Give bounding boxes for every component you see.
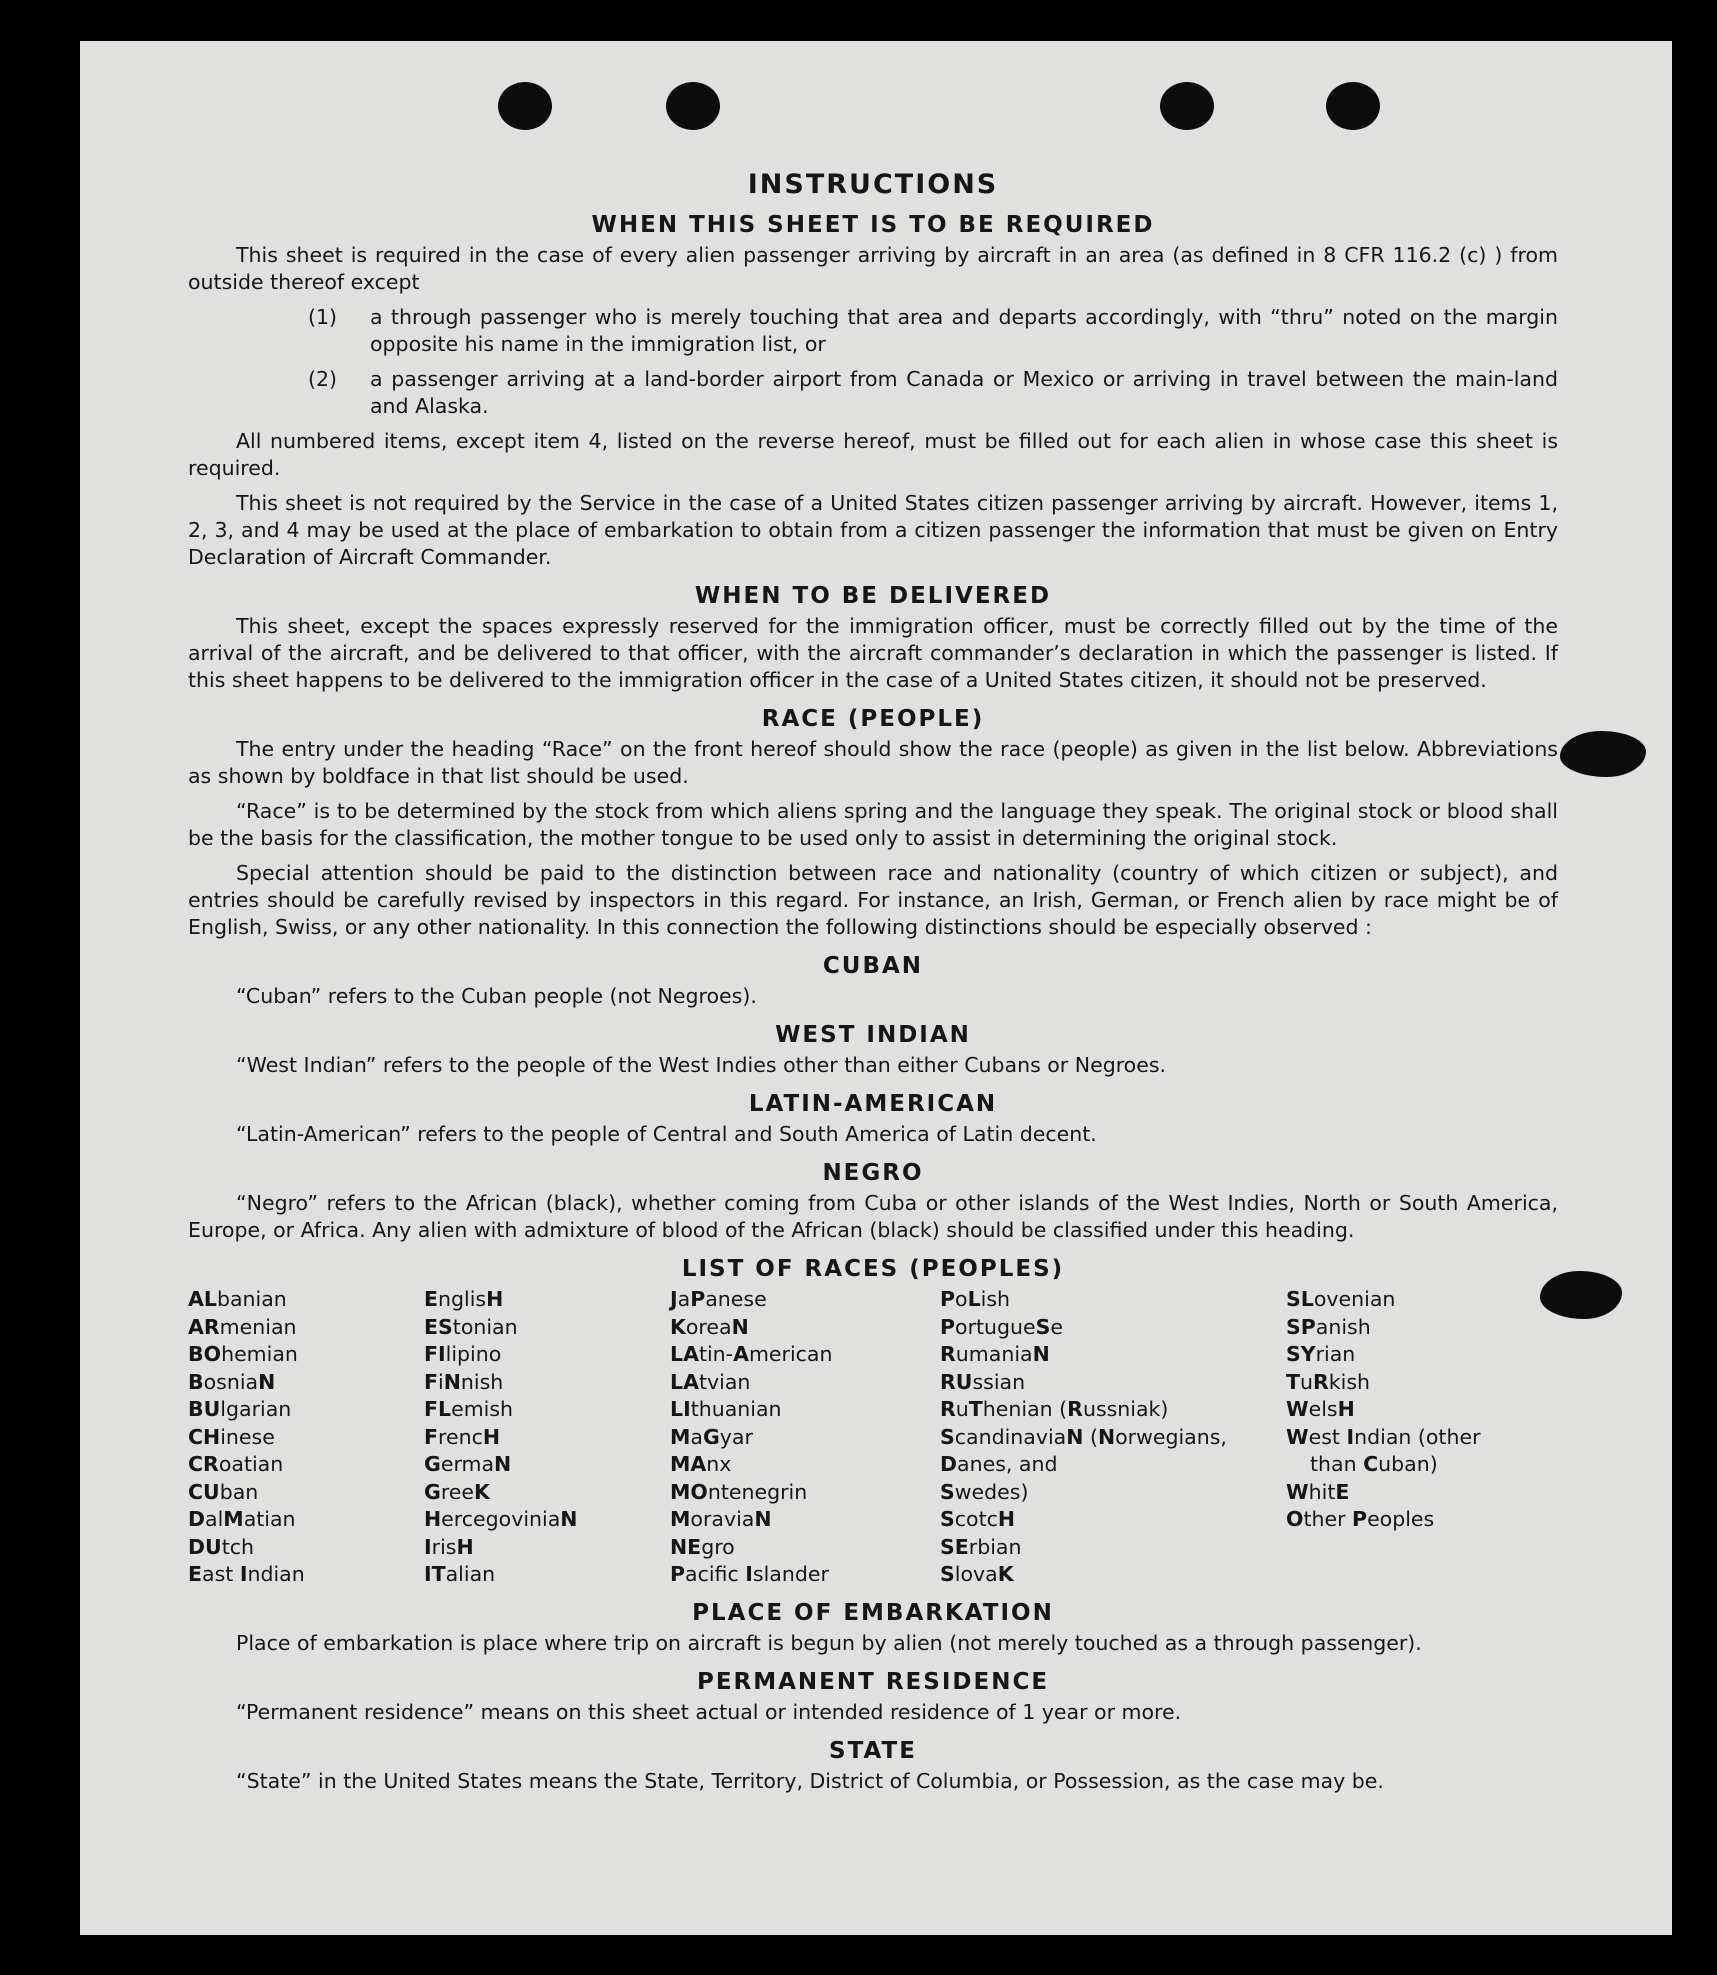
- item-text: a through passenger who is merely touching that area and departs accordingly, with “thru” noted on the margin opposite his name in the immigration list, or: [370, 305, 1558, 356]
- race-entry: FrencH: [424, 1424, 501, 1449]
- race-para-1: The entry under the heading “Race” on the front hereof should show the race (people) as given in the list below. Abbreviations as shown by boldface in that list should be used.: [188, 737, 1558, 788]
- races-column-2: [424, 1286, 577, 1589]
- exception-item-2: [188, 366, 1558, 420]
- item-number: (1): [308, 305, 338, 329]
- races-list: [188, 1286, 1558, 1588]
- race-entry: BOhemian: [188, 1342, 298, 1366]
- race-entry: WelsH: [1286, 1397, 1355, 1421]
- race-entry: IrisH: [424, 1534, 474, 1559]
- race-entry: SLovenian: [1286, 1287, 1396, 1311]
- race-entry: MAnx: [670, 1452, 732, 1476]
- race-entry: WhitE: [1286, 1479, 1350, 1504]
- race-entry: Danes, and: [940, 1452, 1058, 1476]
- race-entry: DalMatian: [188, 1507, 296, 1531]
- punch-hole: [1160, 82, 1214, 130]
- exception-item-1: [188, 304, 1558, 358]
- race-entry: LAtvian: [670, 1369, 751, 1394]
- race-entry: BosniaN: [188, 1369, 276, 1394]
- heading-state: STATE: [829, 1738, 917, 1764]
- heading-west-indian: WEST INDIAN: [775, 1022, 971, 1048]
- race-entry: KoreaN: [670, 1314, 749, 1339]
- race-entry: FiNnish: [424, 1369, 504, 1394]
- races-column-3: [670, 1286, 833, 1589]
- cuban-text: “Cuban” refers to the Cuban people (not Negroes).: [236, 984, 757, 1008]
- embarkation-text: Place of embarkation is place where trip on aircraft is begun by alien (not merely touched as a through passenger).: [236, 1631, 1422, 1655]
- race-entry: than Cuban): [1310, 1452, 1438, 1476]
- race-entry: ITalian: [424, 1562, 496, 1586]
- negro-text: “Negro” refers to the African (black), whether coming from Cuba or other islands of the West Indies, North or South America, Europe, or Africa. Any alien with admixture of blood of the African (black) should be classified under this heading.: [188, 1191, 1558, 1242]
- races-column-1: [188, 1286, 305, 1589]
- race-entry: PoLish: [940, 1287, 1011, 1311]
- race-entry: PortugueSe: [940, 1314, 1064, 1339]
- race-para-3: Special attention should be paid to the distinction between race and nationality (country of which citizen or subject), and entries should be carefully revised by inspectors in this regard. For instance, an Irish, German, or French alien by race might be of English, Swiss, or any other nationality. In this connection the following distinctions should be especially observed :: [188, 861, 1558, 939]
- race-entry: LAtin-American: [670, 1342, 833, 1366]
- race-entry: LIthuanian: [670, 1397, 782, 1421]
- race-entry: SlovaK: [940, 1562, 1014, 1586]
- punch-hole: [1326, 82, 1380, 130]
- heading-latin-american: LATIN-AMERICAN: [748, 1091, 998, 1117]
- race-entry: NEgro: [670, 1534, 735, 1559]
- race-entry: GermaN: [424, 1452, 512, 1476]
- race-entry: MoraviaN: [670, 1507, 772, 1531]
- ink-blot: [1560, 731, 1646, 777]
- document-sheet: [80, 41, 1672, 1935]
- race-entry: EnglisH: [424, 1287, 504, 1311]
- race-entry: CRoatian: [188, 1452, 284, 1476]
- state-text: “State” in the United States means the State, Territory, District of Columbia, or Possession, as the case may be.: [236, 1769, 1384, 1793]
- race-entry: DUtch: [188, 1534, 254, 1559]
- race-entry: East Indian: [188, 1562, 305, 1586]
- required-para-3: This sheet is not required by the Service in the case of a United States citizen passenger arriving by aircraft. However, items 1, 2, 3, and 4 may be used at the place of embarkation to obtain from a citizen passenger the information that must be given on Entry Declaration of Aircraft Commander.: [188, 491, 1558, 569]
- race-entry: FLemish: [424, 1397, 514, 1421]
- race-entry: Other Peoples: [1286, 1507, 1435, 1531]
- race-entry: ARmenian: [188, 1314, 297, 1339]
- race-entry: RuThenian (Russniak): [940, 1397, 1169, 1421]
- race-entry: Pacific Islander: [670, 1562, 829, 1586]
- heading-delivered: WHEN TO BE DELIVERED: [694, 583, 1052, 609]
- race-entry: EStonian: [424, 1314, 518, 1339]
- race-entry: MOntenegrin: [670, 1479, 808, 1504]
- heading-cuban: CUBAN: [822, 953, 924, 979]
- race-entry: ALbanian: [188, 1287, 287, 1311]
- race-entry: ScotcH: [940, 1507, 1016, 1531]
- race-entry: SYrian: [1286, 1342, 1356, 1366]
- race-entry: SPanish: [1286, 1314, 1371, 1339]
- heading-required: WHEN THIS SHEET IS TO BE REQUIRED: [591, 212, 1155, 238]
- heading-embarkation: PLACE OF EMBARKATION: [692, 1600, 1054, 1626]
- race-entry: SErbian: [940, 1534, 1022, 1559]
- race-entry: JaPanese: [670, 1287, 767, 1311]
- races-column-5: [1286, 1286, 1481, 1534]
- punch-hole: [498, 82, 552, 130]
- page-title: INSTRUCTIONS: [747, 169, 999, 200]
- races-column-4: [940, 1286, 1227, 1589]
- race-entry: ScandinaviaN (Norwegians,: [940, 1424, 1227, 1449]
- race-entry: MaGyar: [670, 1424, 753, 1449]
- item-text: a passenger arriving at a land-border airport from Canada or Mexico or arriving in travel between the main-land and Alaska.: [370, 367, 1558, 418]
- race-entry: RUssian: [940, 1369, 1026, 1394]
- race-para-2: “Race” is to be determined by the stock from which aliens spring and the language they speak. The original stock or blood shall be the basis for the classification, the mother tongue to be used only to assist in determining the original stock.: [188, 799, 1558, 850]
- permanent-residence-text: “Permanent residence” means on this sheet actual or intended residence of 1 year or more.: [236, 1700, 1182, 1724]
- race-entry: TuRkish: [1286, 1369, 1371, 1394]
- race-entry: CUban: [188, 1479, 259, 1504]
- race-entry: FIlipino: [424, 1342, 502, 1366]
- race-entry: GreeK: [424, 1479, 490, 1504]
- race-entry: HercegoviniaN: [424, 1507, 578, 1531]
- item-number: (2): [308, 367, 338, 391]
- heading-list-of-races: LIST OF RACES (PEOPLES): [681, 1256, 1065, 1282]
- required-intro: This sheet is required in the case of every alien passenger arriving by aircraft in an area (as defined in 8 CFR 116.2 (c) ) from outside thereof except: [188, 243, 1558, 294]
- race-entry: CHinese: [188, 1424, 275, 1449]
- heading-race: RACE (PEOPLE): [761, 706, 985, 732]
- race-entry: RumaniaN: [940, 1342, 1050, 1366]
- west-indian-text: “West Indian” refers to the people of the West Indies other than either Cubans or Negroes.: [236, 1053, 1167, 1077]
- race-entry: West Indian (other: [1286, 1424, 1481, 1449]
- instructions-content: [188, 169, 1558, 1795]
- required-para-2: All numbered items, except item 4, listed on the reverse hereof, must be filled out for each alien in whose case this sheet is required.: [188, 429, 1558, 480]
- heading-negro: NEGRO: [822, 1160, 924, 1186]
- latin-american-text: “Latin-American” refers to the people of Central and South America of Latin decent.: [236, 1122, 1097, 1146]
- race-entry: Swedes): [940, 1479, 1029, 1504]
- race-entry: BUlgarian: [188, 1397, 292, 1421]
- punch-hole: [666, 82, 720, 130]
- heading-permanent-residence: PERMANENT RESIDENCE: [696, 1669, 1050, 1695]
- delivered-text: This sheet, except the spaces expressly reserved for the immigration officer, must be correctly filled out by the time of the arrival of the aircraft, and be delivered to that officer, with the aircraft commander’s declaration in which the passenger is listed. If this sheet happens to be delivered to the immigration officer in the case of a United States citizen, it should not be preserved.: [188, 614, 1558, 692]
